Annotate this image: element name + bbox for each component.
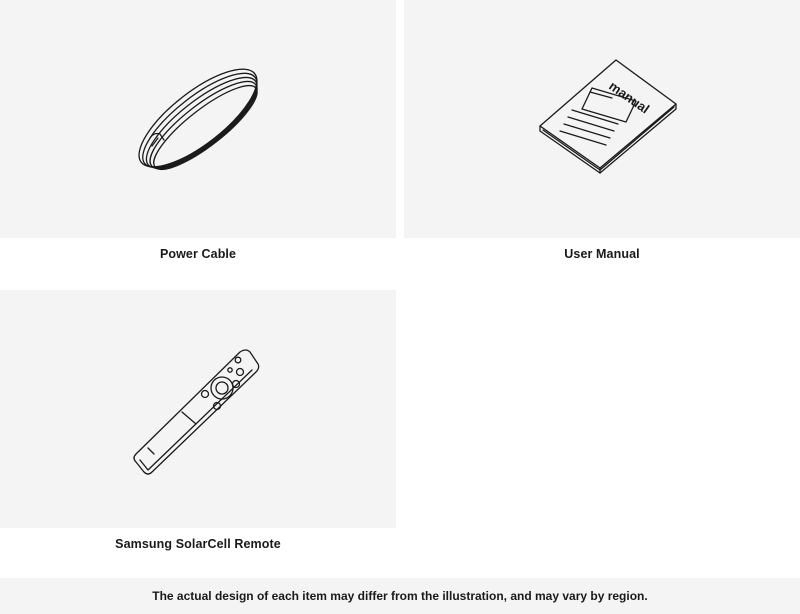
manual-cover-text: manual [606, 78, 653, 117]
user-manual-icon [404, 0, 800, 238]
remote-caption: Samsung SolarCell Remote [115, 537, 281, 551]
power-cable-tile [0, 0, 396, 238]
user-manual-caption: User Manual [564, 247, 640, 261]
power-cable-icon [0, 0, 396, 238]
user-manual-tile [404, 0, 800, 238]
disclaimer-bar [0, 578, 800, 614]
remote-control-icon [0, 290, 396, 528]
remote-tile [0, 290, 396, 528]
power-cable-caption: Power Cable [159, 247, 237, 261]
disclaimer-text: The actual design of each item may differ from the illustration, and may vary by region. [152, 589, 648, 603]
